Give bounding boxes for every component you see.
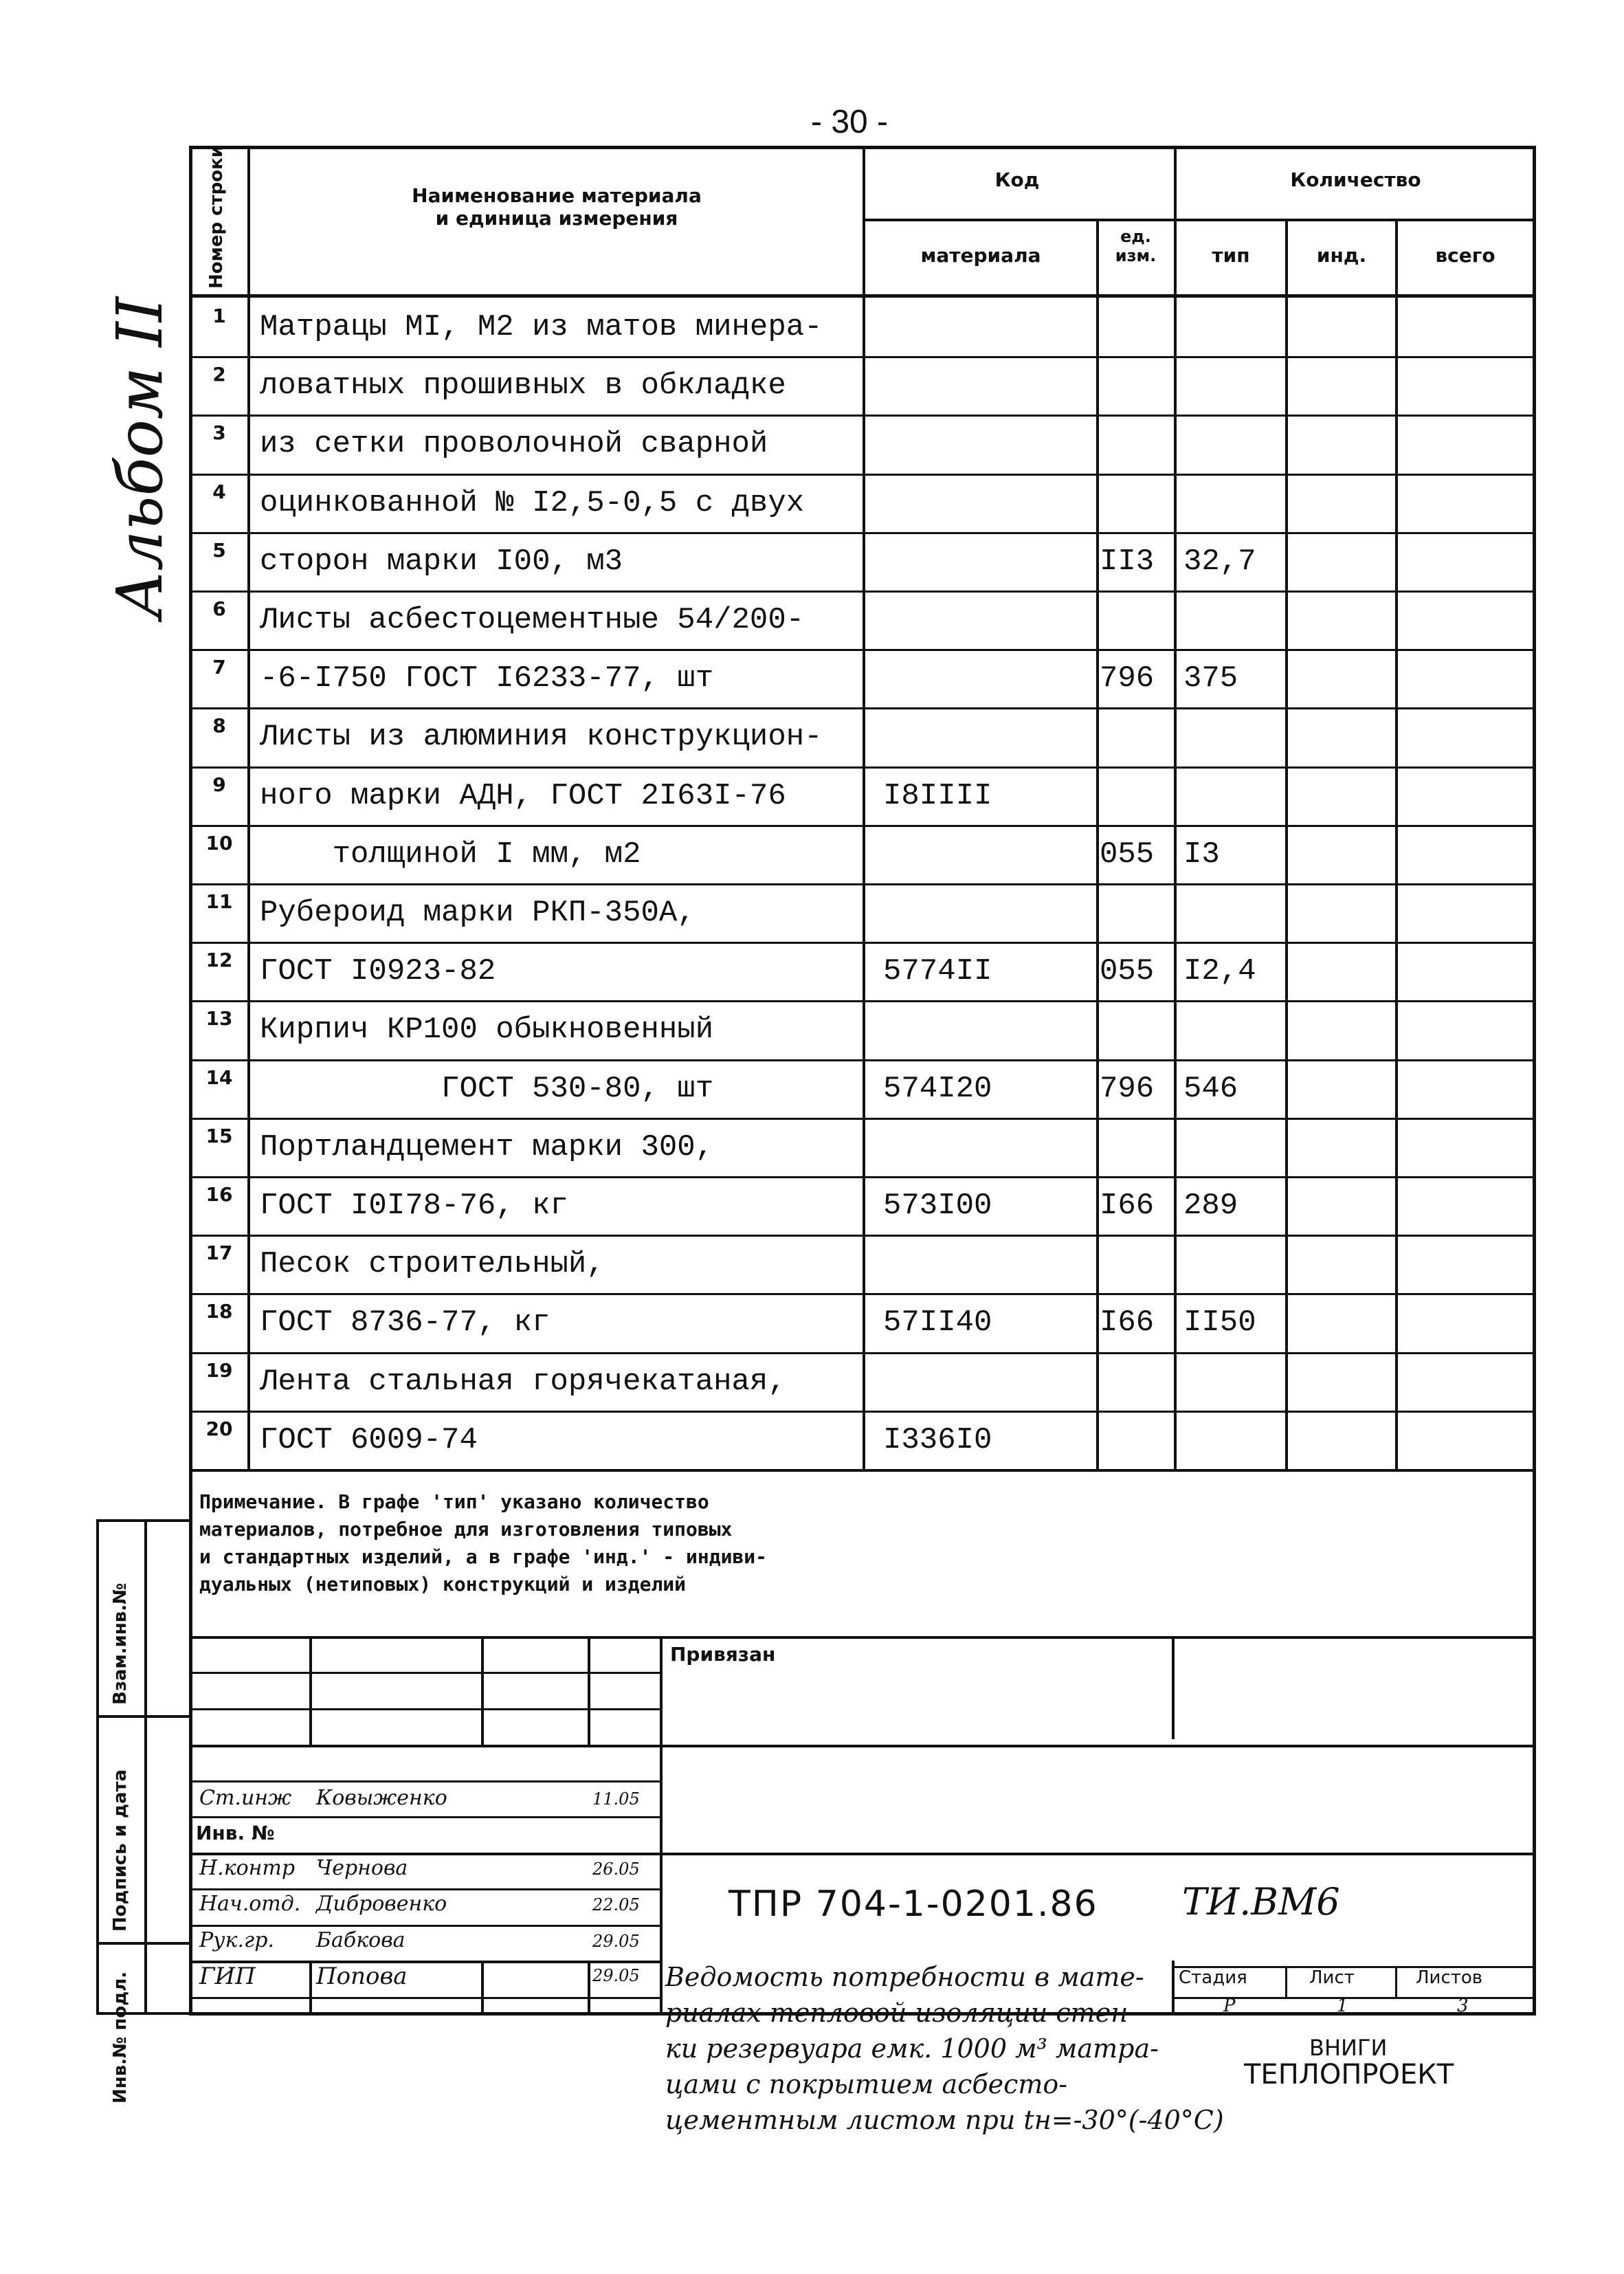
doc-title: Ведомость потребности в мате- риалах тепловой изоляции стен- ки резервуара емк. 1000 м³ матра- цами с покрытием асбесто- цементным листом при tн=-30°(-40°С) [665, 1962, 1224, 2135]
doc-code: ТПР 704-1-0201.86 [728, 1884, 1098, 1925]
header-code-material: материала [920, 244, 1041, 267]
side-label-zam: Взам.инв.№ [110, 1582, 131, 1705]
row-typ: I2,4 [1183, 954, 1256, 989]
row-divider [189, 590, 1536, 593]
sheet-value: 1 [1337, 1996, 1348, 2016]
inv-no-label: Инв. № [196, 1822, 275, 1844]
row-name: Лента стальная горячекатаная, [260, 1364, 786, 1399]
row-name: Кирпич КР100 обыкновенный [260, 1013, 714, 1048]
row-name: Листы асбестоцементные 54/200- [260, 603, 805, 637]
row-code: 5774II [883, 954, 992, 989]
stage-label: Стадия [1179, 1967, 1247, 1988]
header-q-typ: тип [1212, 244, 1250, 267]
row-number: 9 [212, 773, 226, 796]
row-number: 16 [205, 1183, 233, 1206]
row-name: ного марки АДН, ГОСТ 2I63I-76 [260, 778, 786, 813]
row-number: 11 [205, 890, 233, 913]
sheets-value: 3 [1457, 1996, 1469, 2016]
side-label-sign: Подпись и дата [110, 1769, 131, 1932]
header-name: Наименование материала и единица измерения [412, 184, 702, 230]
row-code: 573I00 [883, 1189, 992, 1223]
row-number: 12 [205, 949, 233, 972]
person-name: Попова [316, 1963, 408, 1990]
row-divider [189, 942, 1536, 944]
row-name: ГОСТ 8736-77, кг [260, 1305, 550, 1340]
row-typ: 32,7 [1183, 544, 1256, 579]
org-1: ВНИГИ [1309, 2035, 1388, 2061]
sheet-label: Лист [1309, 1967, 1355, 1988]
doc-mark: ТИ.ВМ6 [1182, 1880, 1340, 1923]
person-date: 26.05 [592, 1859, 640, 1879]
row-divider [189, 1059, 1536, 1061]
person-name: Дибровенко [316, 1892, 447, 1916]
row-typ: 546 [1183, 1071, 1238, 1106]
row-name: ГОСТ 6009-74 [260, 1422, 478, 1457]
row-name: Листы из алюминия конструкцион- [260, 720, 823, 755]
row-number: 8 [212, 714, 226, 738]
row-divider [189, 1293, 1536, 1295]
person-role: Нач.отд. [199, 1892, 301, 1916]
header-quantity: Количество [1290, 168, 1421, 191]
row-divider [189, 1352, 1536, 1354]
row-name: толщиной I мм, м2 [260, 837, 641, 872]
row-unit: I66 [1100, 1189, 1155, 1223]
row-code: I336I0 [883, 1422, 992, 1457]
row-divider [189, 1118, 1536, 1120]
row-divider [189, 356, 1536, 358]
row-divider [189, 1176, 1536, 1178]
row-typ: I3 [1183, 837, 1220, 872]
row-number: 7 [212, 656, 226, 679]
row-divider [189, 1235, 1536, 1237]
page-number: - 30 - [811, 104, 889, 140]
row-divider [189, 474, 1536, 476]
row-name: Рубероид марки РКП-350А, [260, 896, 696, 930]
row-number: 2 [212, 363, 226, 386]
person-role: Ст.инж [199, 1786, 292, 1810]
row-number: 6 [212, 597, 226, 620]
row-number: 5 [212, 538, 226, 562]
row-code: 574I20 [883, 1071, 992, 1106]
note-text: Примечание. В графе 'тип' указано количество материалов, потребное для изготовления типовых и стандартных изделий, а в графе 'инд.' - индиви- дуальных (нетиповых) конструкций и изделий [199, 1490, 768, 1596]
person-name: Бабкова [316, 1928, 405, 1952]
row-name: Песок строительный, [260, 1247, 605, 1282]
row-name: ловатных прошивных в обкладке [260, 368, 786, 404]
row-typ: II50 [1183, 1305, 1256, 1340]
row-code: 57II40 [883, 1305, 992, 1340]
row-name: Матрацы МI, М2 из матов минера- [260, 310, 823, 344]
row-name: из сетки проволочной сварной [260, 427, 768, 462]
row-code: I8IIII [883, 778, 992, 813]
person-role: Н.контр [199, 1856, 296, 1880]
header-q-ind: инд. [1316, 244, 1367, 267]
stage-value: Р [1223, 1996, 1236, 2016]
row-name: сторон марки I00, м3 [260, 544, 623, 579]
row-unit: 796 [1100, 1071, 1155, 1106]
row-divider [189, 532, 1536, 534]
row-unit: 796 [1100, 661, 1155, 696]
row-unit: I66 [1100, 1305, 1155, 1340]
row-name: оцинкованной № I2,5-0,5 с двух [260, 485, 805, 520]
row-number: 13 [205, 1007, 233, 1030]
row-name: ГОСТ 530-80, шт [260, 1071, 714, 1106]
row-divider [189, 1000, 1536, 1002]
row-number: 18 [205, 1300, 233, 1323]
row-typ: 375 [1183, 661, 1238, 696]
row-divider [189, 825, 1536, 827]
row-divider [189, 883, 1536, 885]
person-role: ГИП [199, 1963, 256, 1990]
row-number: 14 [205, 1066, 233, 1089]
row-divider [189, 707, 1536, 709]
sheets-label: Листов [1416, 1967, 1483, 1988]
row-divider [189, 1411, 1536, 1413]
row-number: 10 [205, 831, 233, 854]
row-name: ГОСТ I0I78-76, кг [260, 1189, 568, 1223]
privyazan-label: Привязан [670, 1643, 776, 1666]
person-role: Рук.гр. [199, 1928, 274, 1952]
row-name: -6-I750 ГОСТ I6233-77, шт [260, 661, 714, 696]
header-q-total: всего [1435, 244, 1495, 267]
row-unit: 055 [1100, 954, 1155, 989]
person-name: Ковыженко [316, 1786, 447, 1810]
side-label-inv: Инв.№ подл. [110, 1971, 131, 2104]
row-number: 15 [205, 1124, 233, 1147]
row-name: Портландцемент марки 300, [260, 1129, 714, 1164]
header-code: Код [994, 168, 1040, 191]
row-number: 1 [212, 305, 226, 327]
row-number: 4 [212, 480, 226, 503]
row-divider [189, 766, 1536, 769]
row-name: ГОСТ I0923-82 [260, 954, 496, 989]
header-row-number: Номер строки [206, 145, 227, 289]
album-label: Альбом II [103, 296, 177, 619]
row-number: 19 [205, 1358, 233, 1382]
person-name: Чернова [316, 1856, 408, 1880]
row-unit: 055 [1100, 837, 1155, 872]
person-date: 29.05 [592, 1966, 640, 1985]
header-code-unit: ед. изм. [1115, 227, 1157, 265]
row-number: 17 [205, 1241, 233, 1265]
person-date: 29.05 [592, 1932, 640, 1951]
row-number: 20 [205, 1417, 233, 1440]
org-2: ТЕПЛОПРОЕКТ [1244, 2059, 1454, 2090]
row-unit: II3 [1100, 544, 1155, 579]
person-date: 22.05 [592, 1895, 640, 1914]
row-divider [189, 415, 1536, 417]
person-date: 11.05 [592, 1789, 640, 1809]
row-divider [189, 649, 1536, 651]
row-typ: 289 [1183, 1189, 1238, 1223]
row-number: 3 [212, 421, 226, 445]
